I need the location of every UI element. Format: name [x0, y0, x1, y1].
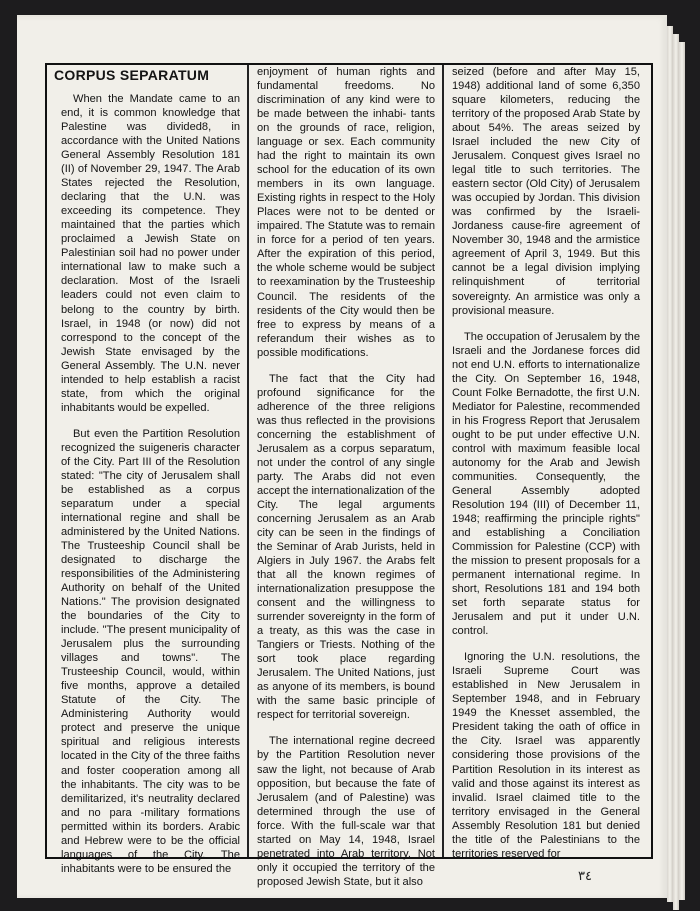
paragraph: But even the Partition Resolution recognized the suigeneris character of the City. Part III of the Resolution stated: "The city of Jerusalem shall be established as a corpus separatum under a special international regine and shall be administered by the United Nations. The Trusteeship Council shall be designated to discharge the responsibilities of the Administering Authority on behalf of the United Nations." The provision designated the boundaries of the City to include. "The present municipality of Jerusalem plus the surrounding villages and towns". The Trusteeship Council, would, within five months, approve a detailed Statute of the City. The Administering Authority would protect and preserve the unique spiritual and religious interests located in the City of the three faiths and foster cooperation among all the inhabitants. The city was to be demilitarized, it's neutrality declared and no para -military formations permitted within its borders. Arabic and Hebrew were to be the official languages of the City. The inhabitants were to be ensured the: [61, 427, 240, 875]
column-divider: [247, 65, 249, 857]
paragraph: enjoyment of human rights and fundamental freedoms. No discrimination of any kind were to be made between the inhabi- tants on the grounds of race, religion, language or sex. Each community had the right to maintain its own school for the education of its own members in its own language. Existing rights in respect to the Holy Places were not to be dented or impaired. The Statute was to remain in force for a period of ten years. After the expiration of this period, the whole scheme would be subject to reexamination by the Trusteeship Council. The residents of the residents of the City would then be free to express by means of a referandum their wishes as to possible modifications.: [257, 66, 435, 359]
page-number: ٣٤: [578, 869, 592, 884]
paragraph: When the Mandate came to an end, it is common knowledge that Palestine was divided8, in accordance with the United Nations General Assembly Resolution 181 (II) of November 29, 1947. The Arab States rejected the Resolution, declaring that the U.N. was exceeding its competence. They maintained that the parties which proclaimed a Jewish State on Palestinian soil had no power under international law to make such a declaration. Most of the Israeli leaders could not even claim to belong to the country by birth. Israel, in 1948 (or now) did not correspond to the concept of the Jewish State envisaged by the General Assembly. The U.N. never intended to help establish a racist state, from which the original inhabitants would be expelled.: [61, 93, 240, 414]
paragraph: The fact that the City had profound significance for the adherence of the three religions was thus reflected in the provisions concerning the establishment of Jerusalem as a corpus separatum, not under the control of any single party. The Arabs did not even accept the internationalization of the City. The legal arguments concerning Jerusalem as an Arab city can be seen in the findings of the Seminar of Arab Jurists, held in Algiers in July 1967. the Arabs felt that all the known regimes of internationalization presuppose the consent and the willingness to surrender sovereignty in the form of a treaty, as this was the case in Tangiers or Triests. Nothing of the sort took place regarding Jerusalem. The United Nations, just as anyone of its members, is bound with the same basic principle of respect for territorial sovereign.: [257, 372, 435, 722]
page-edge-3: [679, 42, 685, 900]
column-1: [54, 65, 240, 875]
column-2: [257, 65, 435, 888]
column-3: [452, 65, 640, 860]
paragraph: The international regine decreed by the Partition Resolution never saw the light, not because of Arab opposition, but because the fate of Jerusalem (and of Palestine) was determined through the use of force. With the full-scale war that started on May 14, 1948, Israel penetrated into Arab territory. Not only it occupied the territory of the proposed Jewish State, but it also: [257, 735, 435, 888]
paragraph: The occupation of Jerusalem by the Israeli and the Jordanese forces did not end U.N. efforts to internationalize the City. On September 16, 1948, Count Folke Bernadotte, the first U.N. Mediator for Palestine, recommended in his Frogress Report that Jerusalem ought to be put under effective U.N. control with maximum feasible local autonomy for the Arab and Jewish communities. Consequently, the General Assembly adopted Resolution 194 (III) of December 11, 1948; reaffirming the principle rights" and establishing a Conciliation Commission for Palestine (CCP) with the mission to present proposals for a permanent international regime. In short, Resolutions 181 and 194 both set forth separate status for Jerusalem and put it under U.N. control.: [452, 330, 640, 638]
page: [17, 15, 667, 898]
paragraph: seized (before and after May 15, 1948) additional land of some 6,350 square kilometers, reducing the territory of the proposed Arab State by about 54%. The areas seized by Israel included the new City of Jerusalem. Conquest gives Israel no legal title to such territories. The eastern sector (Old City) of Jerusalem was occupied by Jordan. This division was confirmed by the Israeli-Jordaness cause-fire agreement of November 30, 1948 and the armistice agreement of April 3, 1949. But this cannot be a legal division implying relinquishment of territorial sovereignty. An armistice was only a provisional measure.: [452, 66, 640, 317]
paragraph: Ignoring the U.N. resolutions, the Israeli Supreme Court was established in New Jerusalem in September 1948, and in February 1949 the Knesset assembled, the President taking the oath of office in the City. Israel was apparently considering those provisions of the Partition Resolution in its interest as valid and those against its interest as invalid. Israel claimed title to the territory envisaged in the General Assembly Resolution 181 but denied the title of the Palestinians to the territories reserved for: [452, 651, 640, 860]
article-title: CORPUS SEPARATUM: [54, 67, 210, 83]
column-divider: [442, 65, 444, 857]
